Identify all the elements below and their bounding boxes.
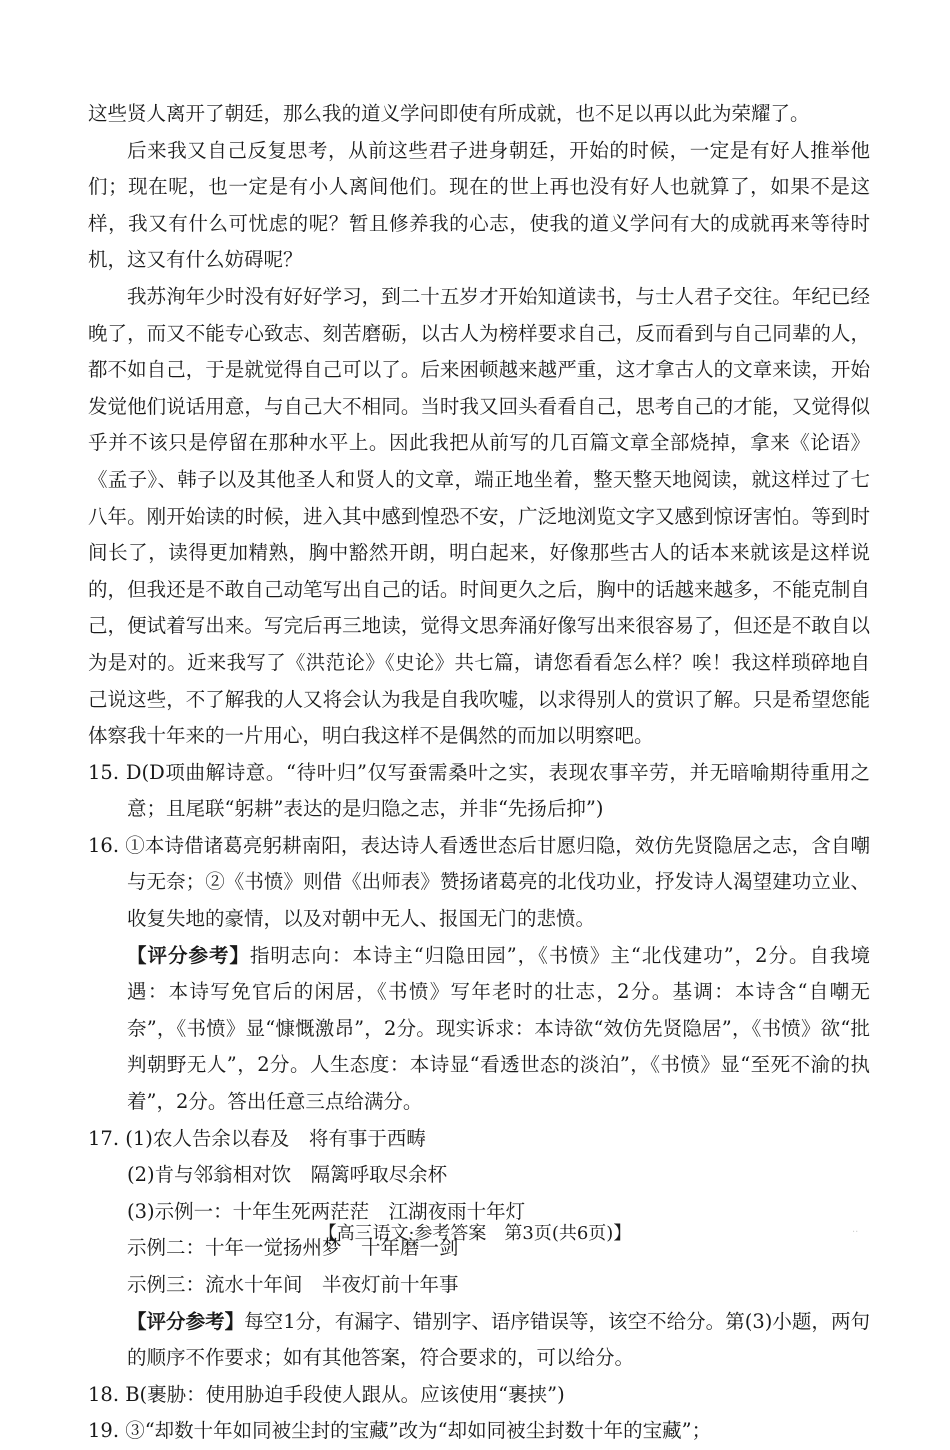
answer-17-part-1: 17. (1)农人告余以春及 将有事于西畴 [88, 1126, 426, 1150]
page-footer: 【高三语文·参考答案 第3页(共6页)】 [318, 1223, 632, 1244]
answer-17-example-2: 示例二：十年一觉扬州梦 十年磨一剑 [127, 1236, 459, 1260]
answer-17-part-2: (2)肯与邻翁相对饮 隔篱呼取尽余杯 [127, 1163, 448, 1187]
answer-16-scoring [88, 938, 870, 1121]
passage-paragraph-3: 我苏洵年少时没有好好学习，到二十五岁才开始知道读书，与士人君子交往。年纪已经晚了，而又不能专心致志、刻苦磨砺，以古人为榜样要求自己，反而看到与自己同辈的人，都不如自己，于是就觉得自己可以了。后来困顿越来越严重，这才拿古人的文章来读，开始发觉他们说话用意，与自己大不相同。当时我又回头看看自己，思考自己的才能，又觉得似乎并不该只是停留在那种水平上。因此我把从前写的几百篇文章全部烧掉，拿来《论语》《孟子》、韩子以及其他圣人和贤人的文章，端正地坐着，整天整天地阅读，就这样过了七八年。刚开始读的时候，进入其中感到惶恐不安，广泛地浏览文字又感到惊讶害怕。等到时间长了，读得更加精熟，胸中豁然开朗，明白起来，好像那些古人的话本来就该是这样说的，但我还是不敢自己动笔写出自己的话。时间更久之后，胸中的话越来越多，不能克制自己，便试着写出来。写完后再三地读，觉得文思奔涌好像写出来很容易了，但还是不敢自以为是对的。近来我写了《洪范论》《史论》共七篇，请您看看怎么样？唉！我这样琐碎地自己说这些，不了解我的人又将会认为我是自我吹嘘，以求得别人的赏识了解。只是希望您能体察我十年来的一片用心，明白我这样不是偶然的而加以明察吧。 [88, 284, 870, 748]
answer-17-scoring-text: 每空1分，有漏字、错别字、语序错误等，该空不给分。第(3)小题，两句的顺序不作要求；如有其他答案，符合要求的，可以给分。 [127, 1309, 870, 1370]
scoring-reference-label: 【评分参考】 [127, 1309, 245, 1333]
answer-15: 15. D(D项曲解诗意。“待叶归”仅写蚕需桑叶之实，表现农事辛劳，并无暗喻期待重用之意；且尾联“躬耕”表达的是归隐之志，并非“先扬后抑”) [88, 760, 870, 821]
answer-17-example-3: 示例三：流水十年间 半夜灯前十年事 [127, 1273, 459, 1296]
answer-16: 16. ①本诗借诸葛亮躬耕南阳，表达诗人看透世态后甘愿归隐，效仿先贤隐居之志，含自嘲与无奈；②《书愤》则借《出师表》赞扬诸葛亮的北伐功业，抒发诗人渴望建功立业、收复失地的豪情，以及对朝中无人、报国无门的悲愤。 [88, 833, 870, 931]
answer-18: 18. B(裹胁：使用胁迫手段使人跟从。应该使用“裹挟”) [88, 1382, 565, 1406]
answer-17-scoring [88, 1304, 870, 1377]
scoring-reference-label: 【评分参考】 [127, 943, 250, 967]
answer-16-scoring-text: 指明志向：本诗主“归隐田园”，《书愤》主“北伐建功”，2分。自我境遇：本诗写免官后的闲居，《书愤》写年老时的壮志，2分。基调：本诗含“自嘲无奈”，《书愤》显“慷慨激昂”，2分。现实诉求：本诗欲“效仿先贤隐居”，《书愤》欲“批判朝野无人”，2分。人生态度：本诗显“看透世态的淡泊”，《书愤》显“至死不渝的执着”，2分。答出任意三点给满分。 [127, 943, 870, 1114]
answer-17-part-3: (3)示例一：十年生死两茫茫 江湖夜雨十年灯 [127, 1199, 526, 1223]
page-content [88, 96, 870, 1450]
passage-paragraph-2: 后来我又自己反复思考，从前这些君子进身朝廷，开始的时候，一定是有好人推举他们；现在呢，也一定是有小人离间他们。现在的世上再也没有好人也就算了，如果不是这样，我又有什么可忧虑的呢？暂且修养我的心志，使我的道义学问有大的成就再来等待时机，这又有什么妨碍呢？ [88, 138, 870, 272]
answer-19: 19. ③“却数十年如同被尘封的宝藏”改为“却如同被尘封数十年的宝藏”； [88, 1419, 712, 1443]
passage-paragraph-1: 这些贤人离开了朝廷，那么我的道义学问即使有所成就，也不足以再以此为荣耀了。 [88, 102, 810, 125]
corner-mark: ·· [852, 1227, 859, 1238]
